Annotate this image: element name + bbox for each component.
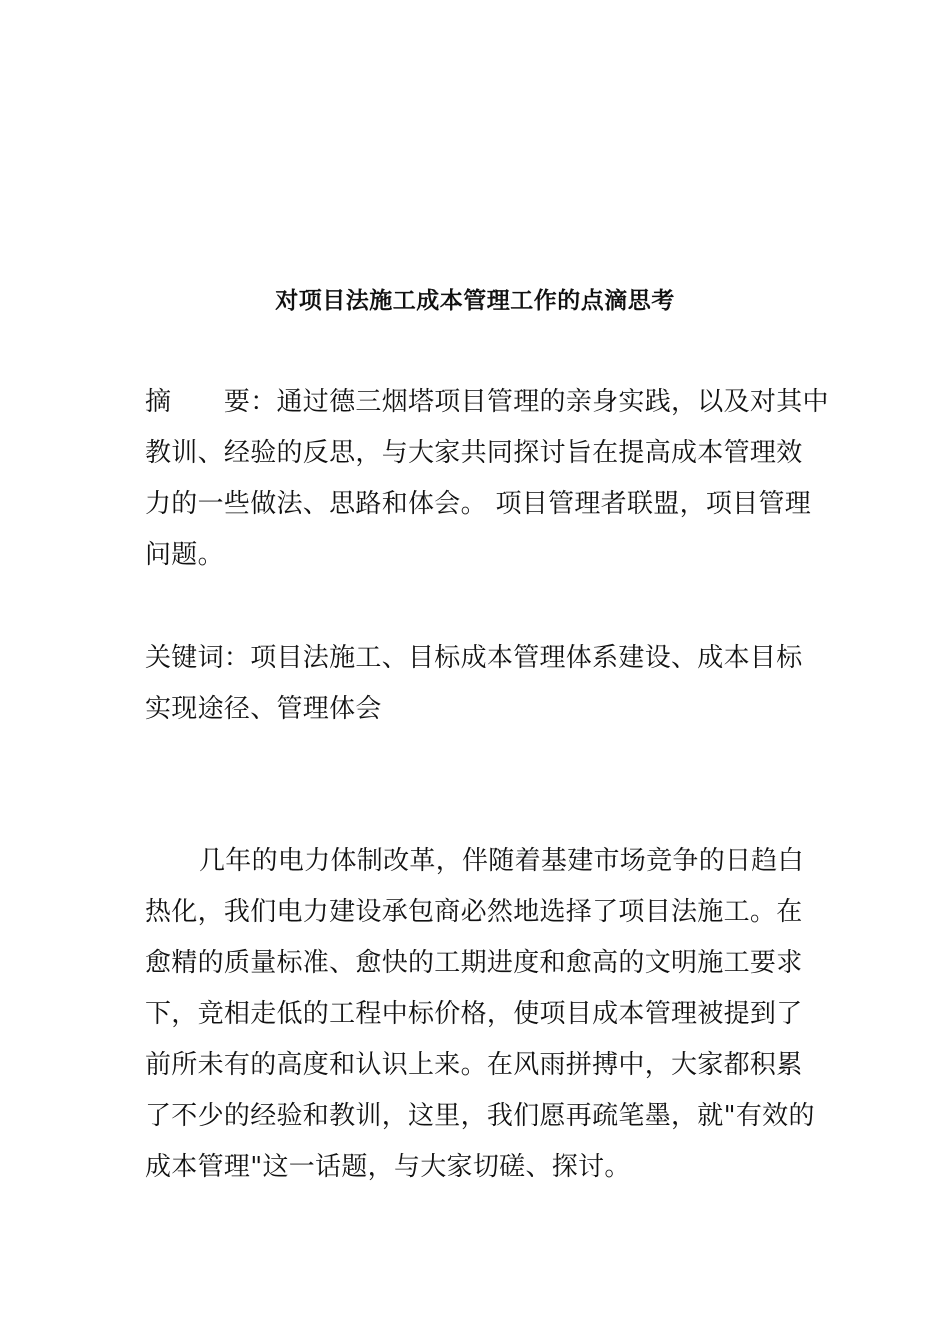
body-line: 几年的电力体制改革，伴随着基建市场竞争的日趋白 [199, 846, 804, 876]
abstract-line: 力的一些做法、思路和体会。 项目管理者联盟，项目管理 [145, 489, 812, 519]
body-line: 了不少的经验和教训，这里，我们愿再疏笔墨，就"有效的 [145, 1101, 815, 1131]
body-line: 下，竞相走低的工程中标价格，使项目成本管理被提到了 [145, 999, 803, 1029]
keywords-line: 关键词：项目法施工、目标成本管理体系建设、成本目标 [145, 643, 803, 673]
document-title: 对项目法施工成本管理工作的点滴思考 [275, 288, 675, 314]
abstract-line: 摘 要：通过德三烟塔项目管理的亲身实践，以及对其中 [145, 387, 829, 417]
abstract-line: 问题。 [145, 540, 224, 570]
body-line: 前所未有的高度和认识上来。在风雨拼搏中，大家都积累 [145, 1050, 803, 1080]
abstract-line: 教训、经验的反思，与大家共同探讨旨在提高成本管理效 [145, 438, 803, 468]
body-line: 成本管理"这一话题，与大家切磋、探讨。 [145, 1152, 631, 1182]
body-line: 愈精的质量标准、愈快的工期进度和愈高的文明施工要求 [145, 948, 803, 978]
body-line: 热化，我们电力建设承包商必然地选择了项目法施工。在 [145, 897, 803, 927]
keywords-line: 实现途径、管理体会 [145, 694, 382, 724]
